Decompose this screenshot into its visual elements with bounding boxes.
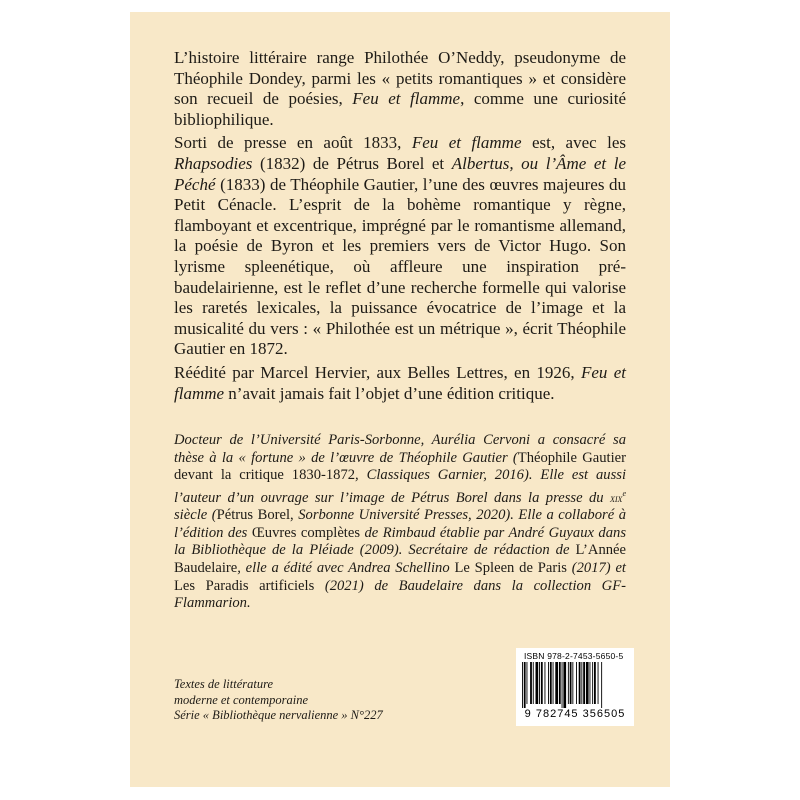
barcode-bar [601,662,602,708]
text-run: L’histoire littéraire range Philothée O’Neddy, pseudonyme de Théophile Dondey, parmi les « petits romantiques » et considère son recueil de poésies, [174,48,626,109]
barcode-bar [572,662,573,704]
barcode-bar [522,662,523,708]
blurb-paragraph-1 [174,48,626,130]
text-run: siècle ( [174,507,217,524]
barcode-bar [579,662,581,704]
text-run: Albertus, ou l’Âme et le Péché [174,153,626,194]
text-run: (2017) et [566,560,626,577]
barcode-bar [576,662,577,704]
text-run: Feu et flamme [174,362,626,403]
text-run: Le Spleen de Paris [454,560,567,577]
barcode-bar [583,662,585,704]
barcode-bar [562,662,563,708]
barcode-bar [548,662,549,704]
text-run: L’Année Baudelaire [174,542,626,577]
series-info [174,677,474,724]
ean-number: 9 782745 356505 [524,708,626,720]
barcode-bar [559,662,561,704]
text-run: Docteur de l’Université Paris-Sorbonne, Aurélia Cervoni a consacré sa thèse à la « fortune » de l’œuvre de Théophile Gautier ( [174,432,626,466]
series-line-3: Série « Bibliothèque nervalienne » N°227 [174,708,383,722]
barcode [516,648,634,726]
back-cover [130,12,670,787]
barcode-bar [550,662,552,704]
barcode-bar [524,662,526,708]
book-blurb [174,48,626,407]
barcode-bar [586,662,589,704]
series-line-2: moderne et contemporaine [174,692,308,707]
text-run: , elle a édité avec Andrea Schellino [237,560,455,577]
barcode-bar [568,662,569,704]
barcode-bar [570,662,572,704]
barcode-bars [522,662,628,708]
text-run: (1832) de Pétrus Borel et [252,153,452,173]
barcode-bar [533,662,534,704]
text-run: , Classiques Garnier, 2016). Elle est aussi l’auteur d’un ouvrage sur l’image de Pétrus Borel dans la presse du [174,467,627,506]
barcode-bar [553,662,554,704]
text-run: Sorbonne Université Presses, 2020). Elle a collaboré à l’édition des [174,507,627,541]
text-run: e [622,488,626,498]
barcode-bar [555,662,558,704]
text-run: Sorti de presse en août 1833, [174,133,412,153]
barcode-bar [527,662,528,704]
barcode-bar [590,662,591,704]
text-run: Feu et flamme [352,89,461,109]
text-run: Œuvres complètes [251,524,361,541]
text-run: xix [610,490,623,505]
barcode-bar [581,662,582,704]
isbn-number: ISBN 978-2-7453-5650-5 [524,651,624,661]
text-run: Réédité par Marcel Hervier, aux Belles Lettres, en 1926, [174,362,581,382]
barcode-bar [536,662,539,704]
barcode-bar [541,662,543,704]
text-run: Feu et flamme [411,133,522,153]
text-run: Théophile Gautier devant la critique 1830-1872 [174,449,626,484]
blurb-paragraph-3 [174,363,626,404]
series-line-1: Textes de littérature [174,677,274,691]
text-run: , comme une curiosité bibliophilique. [174,89,627,129]
barcode-bar [594,662,596,704]
barcode-bar [530,662,532,704]
barcode-bar [598,662,599,704]
text-run: Les Paradis artificiels [174,577,315,594]
barcode-bar [563,662,566,708]
text-run: est, avec les [521,133,627,153]
author-bio [174,432,626,613]
text-run: n’avait jamais fait l’objet d’une édition critique. [224,383,555,403]
blurb-paragraph-2 [174,133,626,360]
barcode-bar [545,662,546,704]
text-run: (2021) de Baudelaire dans la collection GF-Flammarion. [174,577,626,612]
text-run: (1833) de Théophile Gautier, l’une des œuvres majeures du Petit Cénacle. L’esprit de la bohème romantique y règne, flamboyant et excentrique, imprégné par le romantisme allemand, la poésie de Byron et les premiers vers de Victor Hugo. Son lyrisme spleenétique, où affleure une inspiration pré-baudelairienne, est le reflet d’une recherche formelle qui valorise les raretés lexicales, la puissance évocatrice de l’image et la musicalité du vers : « Philothée est un métrique », écrit Théophile Gautier en 1872. [174,174,626,359]
text-run: de Rimbaud établie par André Guyaux dans la Bibliothèque de la Pléiade (2009). Secrétaire de rédaction de [174,524,627,559]
barcode-bar [592,662,593,704]
text-run: Pétrus Borel, [216,507,299,524]
text-run: Rhapsodies [174,153,253,173]
barcode-bar [539,662,540,704]
